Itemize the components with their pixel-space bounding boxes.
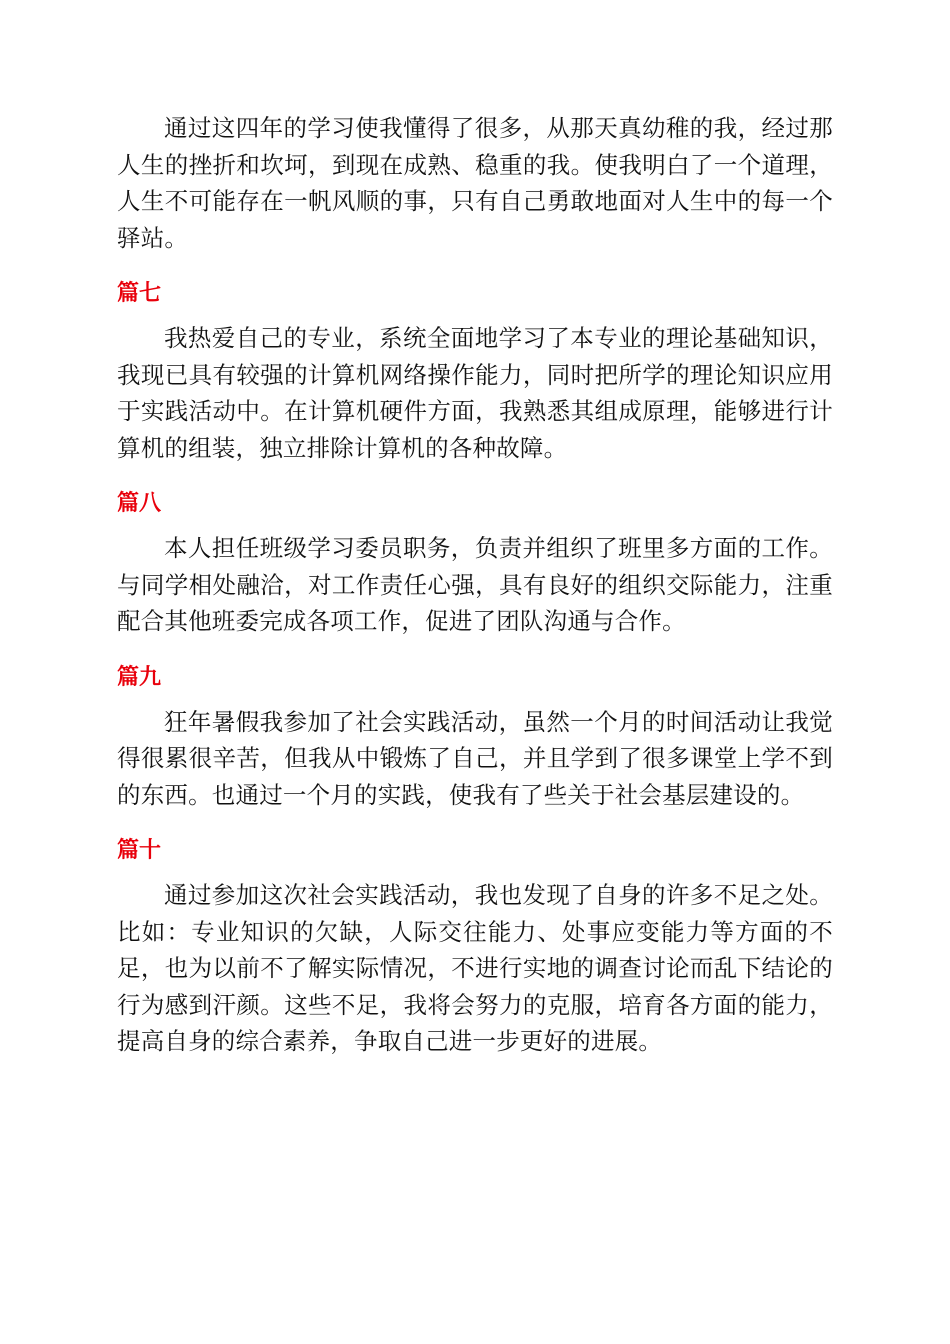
- paragraph-section-7: 我热爱自己的专业，系统全面地学习了本专业的理论基础知识，我现已具有较强的计算机网络操作能力，同时把所学的理论知识应用于实践活动中。在计算机硬件方面，我熟悉其组成原理，能够进行计算机的组装，独立排除计算机的各种故障。: [117, 324, 833, 462]
- paragraph-section-10: 通过参加这次社会实践活动，我也发现了自身的许多不足之处。比如：专业知识的欠缺，人际交往能力、处事应变能力等方面的不足，也为以前不了解实际情况，不进行实地的调查讨论而乱下结论的行为感到汗颜。这些不足，我将会努力的克服，培育各方面的能力，提高自身的综合素养，争取自己进一步更好的进展。: [117, 881, 833, 1055]
- paragraph-intro: 通过这四年的学习使我懂得了很多，从那天真幼稚的我，经过那人生的挫折和坎坷，到现在成熟、稳重的我。使我明白了一个道理，人生不可能存在一帆风顺的事，只有自己勇敢地面对人生中的每一个驿站。: [117, 114, 833, 252]
- section-heading-9: 篇九: [117, 664, 162, 690]
- section-heading-7: 篇七: [117, 281, 162, 306]
- paragraph-section-9: 狂年暑假我参加了社会实践活动，虽然一个月的时间活动让我觉得很累很辛苦，但我从中锻炼了自己，并且学到了很多课堂上学不到的东西。也通过一个月的实践，使我有了些关于社会基层建设的。: [117, 707, 833, 809]
- section-heading-10: 篇十: [117, 838, 162, 863]
- paragraph-section-8: 本人担任班级学习委员职务，负责并组织了班里多方面的工作。与同学相处融洽，对工作责任心强，具有良好的组织交际能力，注重配合其他班委完成各项工作，促进了团队沟通与合作。: [117, 534, 833, 635]
- section-heading-8: 篇八: [117, 491, 162, 516]
- document-body: [117, 110, 833, 1060]
